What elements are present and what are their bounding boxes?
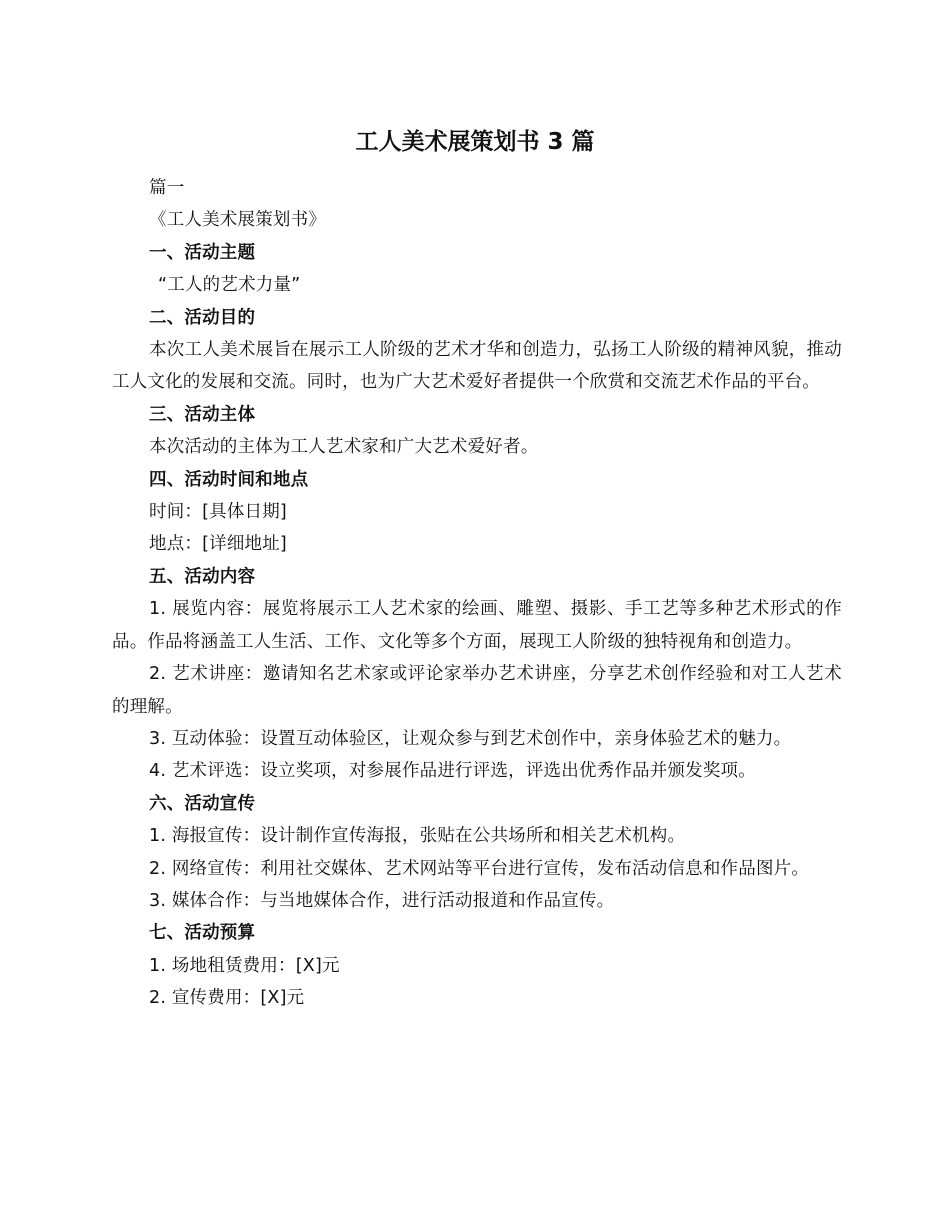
part-label: 篇一 bbox=[149, 178, 185, 198]
content-item: 1. 展览内容：展览将展示工人艺术家的绘画、雕塑、摄影、手工艺等多种艺术形式的作品。作品将涵盖工人生活、工作、文化等多个方面，展现工人阶级的独特视角和创造力。 bbox=[112, 599, 842, 652]
section-heading-purpose: 二、活动目的 bbox=[149, 307, 256, 328]
place-line: 地点：[详细地址] bbox=[149, 534, 287, 555]
budget-item: 2. 宣传费用：[X]元 bbox=[149, 988, 305, 1009]
section-heading-subject: 三、活动主体 bbox=[149, 404, 256, 425]
promotion-item: 2. 网络宣传：利用社交媒体、艺术网站等平台进行宣传，发布活动信息和作品图片。 bbox=[149, 858, 810, 879]
section-heading-budget: 七、活动预算 bbox=[149, 923, 256, 944]
promotion-item: 3. 媒体合作：与当地媒体合作，进行活动报道和作品宣传。 bbox=[149, 890, 615, 911]
theme-text: “工人的艺术力量” bbox=[158, 275, 301, 296]
time-line: 时间：[具体日期] bbox=[149, 502, 287, 523]
plan-title: 《工人美术展策划书》 bbox=[149, 210, 326, 231]
content-item: 2. 艺术讲座：邀请知名艺术家或评论家举办艺术讲座，分享艺术创作经验和对工人艺术的理解。 bbox=[112, 664, 842, 717]
section-heading-time-place: 四、活动时间和地点 bbox=[149, 469, 309, 490]
section-heading-content: 五、活动内容 bbox=[149, 566, 256, 587]
content-item: 4. 艺术评选：设立奖项，对参展作品进行评选，评选出优秀作品并颁发奖项。 bbox=[149, 761, 756, 782]
document-title: 工人美术展策划书 3 篇 bbox=[355, 129, 595, 155]
subject-paragraph: 本次活动的主体为工人艺术家和广大艺术爱好者。 bbox=[149, 437, 539, 458]
document-body bbox=[112, 172, 842, 1015]
purpose-paragraph: 本次工人美术展旨在展示工人阶级的艺术才华和创造力，弘扬工人阶级的精神风貌，推动工人文化的发展和交流。同时，也为广大艺术爱好者提供一个欣赏和交流艺术作品的平台。 bbox=[112, 340, 842, 393]
budget-item: 1. 场地租赁费用：[X]元 bbox=[149, 955, 340, 976]
section-heading-promotion: 六、活动宣传 bbox=[149, 793, 256, 814]
content-item: 3. 互动体验：设置互动体验区，让观众参与到艺术创作中，亲身体验艺术的魅力。 bbox=[149, 728, 792, 749]
section-heading-theme: 一、活动主题 bbox=[149, 242, 256, 263]
promotion-item: 1. 海报宣传：设计制作宣传海报，张贴在公共场所和相关艺术机构。 bbox=[149, 826, 686, 847]
